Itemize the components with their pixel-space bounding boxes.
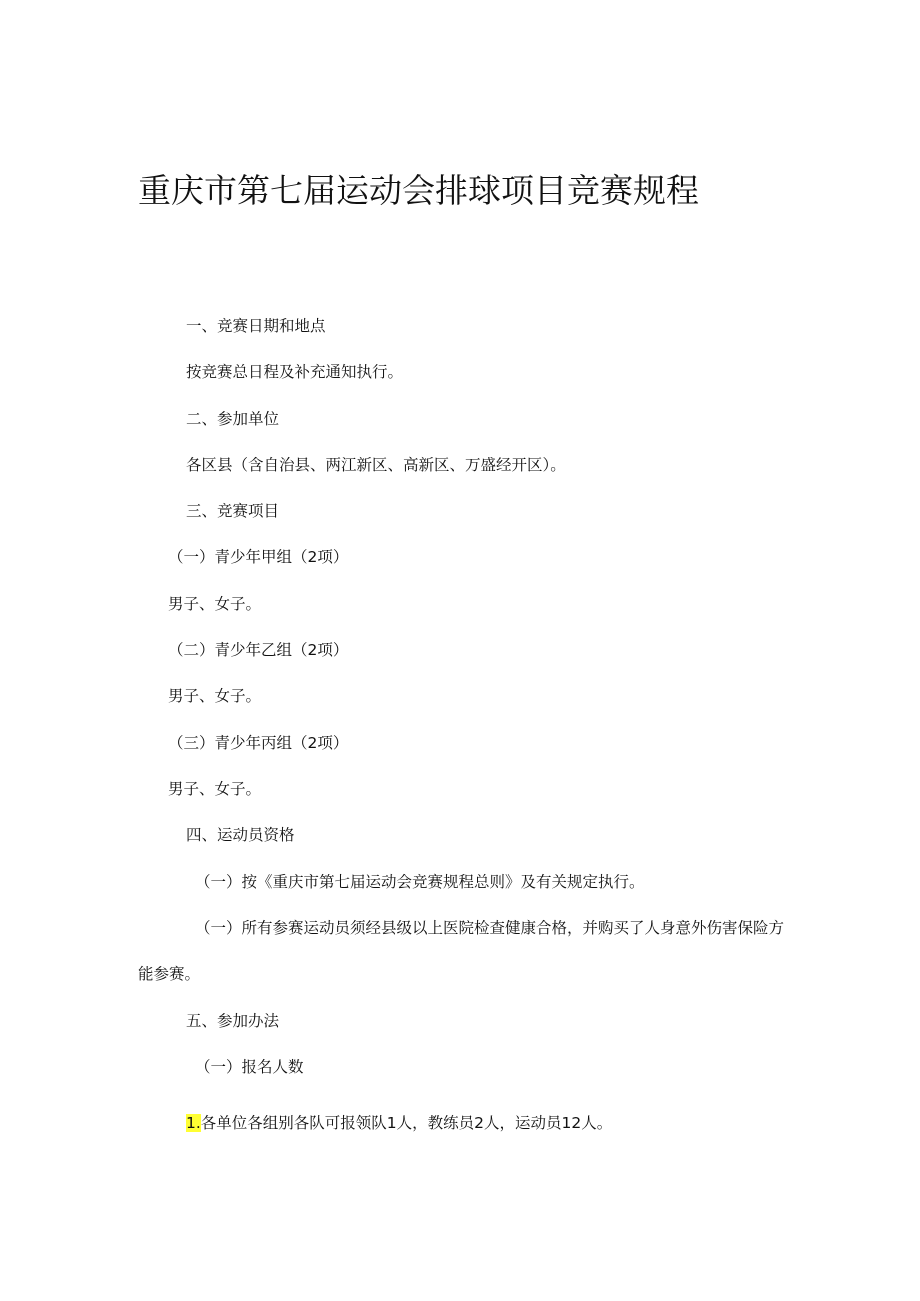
subsection-heading: （三）青少年丙组（2项）: [168, 734, 349, 752]
paragraph: 男子、女子。: [168, 687, 262, 705]
subsection-heading: （一）青少年甲组（2项）: [168, 548, 349, 566]
section-heading-4: 四、运动员资格: [186, 826, 295, 844]
numbered-item: [186, 1111, 612, 1133]
paragraph: 按竞赛总日程及补充通知执行。: [186, 363, 404, 381]
paragraph: 男子、女子。: [168, 595, 262, 613]
section-heading-2: 二、参加单位: [186, 410, 280, 428]
highlighted-number: 1.: [186, 1114, 201, 1132]
section-heading-5: 五、参加办法: [186, 1012, 280, 1030]
section-heading-1: 一、竞赛日期和地点: [186, 317, 326, 335]
numbered-item-text: 各单位各组别各队可报领队1人，教练员2人，运动员12人。: [200, 1114, 613, 1132]
paragraph: （一）所有参赛运动员须经县级以上医院检查健康合格，并购买了人身意外伤害保险方: [195, 919, 785, 937]
paragraph: （一）按《重庆市第七届运动会竞赛规程总则》及有关规定执行。: [195, 873, 645, 891]
document-title: 重庆市第七届运动会排球项目竞赛规程: [138, 171, 699, 210]
section-heading-3: 三、竞赛项目: [186, 502, 280, 520]
paragraph: 男子、女子。: [168, 780, 262, 798]
subsection-heading: （一）报名人数: [195, 1058, 304, 1076]
subsection-heading: （二）青少年乙组（2项）: [168, 641, 349, 659]
paragraph-continuation: 能参赛。: [138, 965, 201, 983]
paragraph: 各区县（含自治县、两江新区、高新区、万盛经开区）。: [186, 456, 566, 474]
